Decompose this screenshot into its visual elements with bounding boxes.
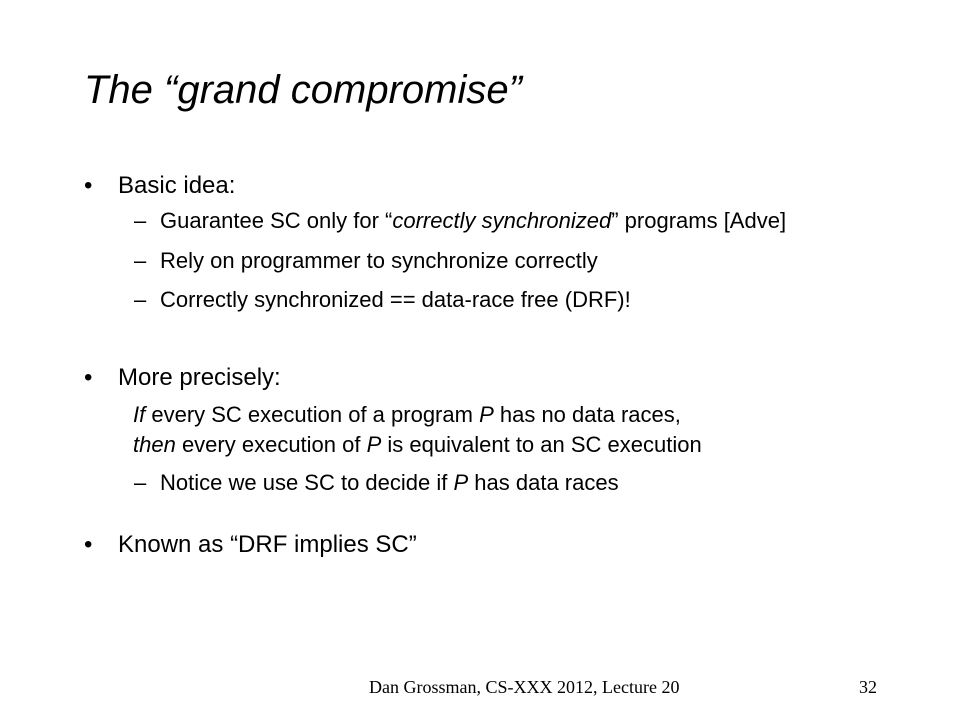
notice-sc-item: Notice we use SC to decide if P has data races xyxy=(160,470,619,495)
definition-line-1: If every SC execution of a program P has no data races, xyxy=(133,402,681,427)
basic-idea-heading: Basic idea: xyxy=(118,172,236,199)
footer-text: Dan Grossman, CS-XXX 2012, Lecture 20 xyxy=(369,677,680,697)
drf-implies-sc-item: Known as “DRF implies SC” xyxy=(118,531,417,558)
guarantee-sc-item: Guarantee SC only for “correctly synchronized” programs [Adve] xyxy=(160,208,787,233)
dash-icon: – xyxy=(134,470,147,495)
bullet-icon: • xyxy=(84,531,93,558)
dash-icon: – xyxy=(134,208,147,233)
page-number: 32 xyxy=(859,677,877,697)
definition-line-2: then every execution of P is equivalent to an SC execution xyxy=(133,432,702,457)
slide-title: The “grand compromise” xyxy=(84,68,522,112)
more-precisely-heading: More precisely: xyxy=(118,364,281,391)
dash-icon: – xyxy=(134,287,147,312)
rely-on-programmer-item: Rely on programmer to synchronize correctly xyxy=(160,248,598,273)
bullet-icon: • xyxy=(84,364,93,391)
correctly-synchronized-item: Correctly synchronized == data-race free (DRF)! xyxy=(160,287,631,312)
bullet-icon: • xyxy=(84,172,93,199)
dash-icon: – xyxy=(134,248,147,273)
